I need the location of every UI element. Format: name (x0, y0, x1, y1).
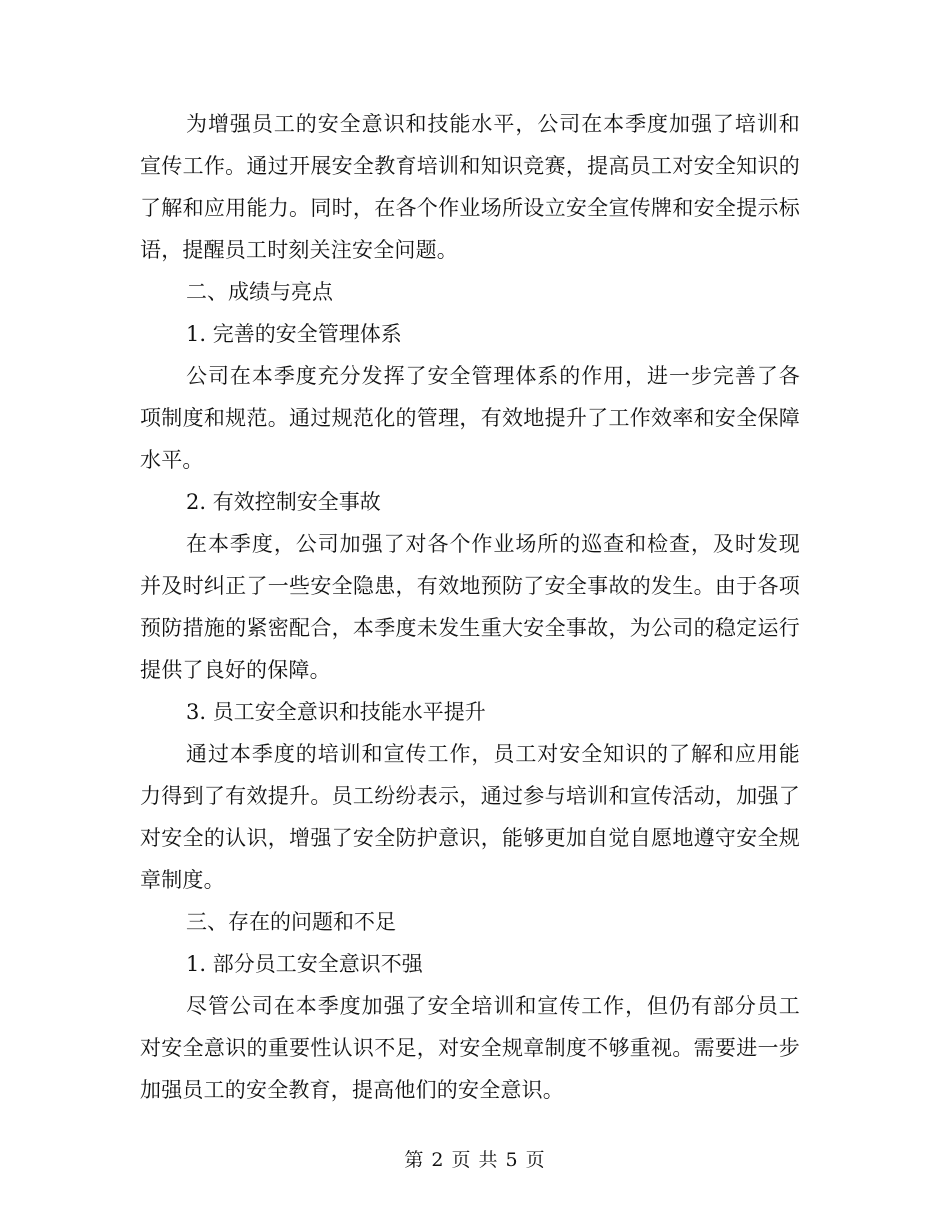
section-heading-problems: 三、存在的问题和不足 (186, 910, 396, 934)
subheading-accident-control: 2. 有效控制安全事故 (186, 490, 381, 514)
document-body (140, 103, 800, 1111)
page-number-footer: 第 2 页 共 5 页 (404, 1149, 546, 1171)
paragraph-training-publicity: 为增强员工的安全意识和技能水平，公司在本季度加强了培训和宣传工作。通过开展安全教育培训和知识竞赛，提高员工对安全知识的了解和应用能力。同时，在各个作业场所设立安全宣传牌和安全提示标语，提醒员工时刻关注安全问题。 (140, 112, 800, 262)
section-heading-achievements: 二、成绩与亮点 (186, 280, 333, 304)
paragraph-skill-improvement: 通过本季度的培训和宣传工作，员工对安全知识的了解和应用能力得到了有效提升。员工纷纷表示，通过参与培训和宣传活动，加强了对安全的认识，增强了安全防护意识，能够更加自觉自愿地遵守安全规章制度。 (140, 742, 800, 892)
paragraph-accident-control: 在本季度，公司加强了对各个作业场所的巡查和检查，及时发现并及时纠正了一些安全隐患，有效地预防了安全事故的发生。由于各项预防措施的紧密配合，本季度未发生重大安全事故，为公司的稳定运行提供了良好的保障。 (140, 532, 800, 682)
paragraph-awareness-weak: 尽管公司在本季度加强了安全培训和宣传工作，但仍有部分员工对安全意识的重要性认识不足，对安全规章制度不够重视。需要进一步加强员工的安全教育，提高他们的安全意识。 (140, 994, 800, 1102)
subheading-skill-improvement: 3. 员工安全意识和技能水平提升 (186, 700, 486, 724)
paragraph-management-system: 公司在本季度充分发挥了安全管理体系的作用，进一步完善了各项制度和规范。通过规范化的管理，有效地提升了工作效率和安全保障水平。 (140, 364, 800, 472)
subheading-management-system: 1. 完善的安全管理体系 (186, 322, 402, 346)
subheading-awareness-weak: 1. 部分员工安全意识不强 (186, 952, 423, 976)
